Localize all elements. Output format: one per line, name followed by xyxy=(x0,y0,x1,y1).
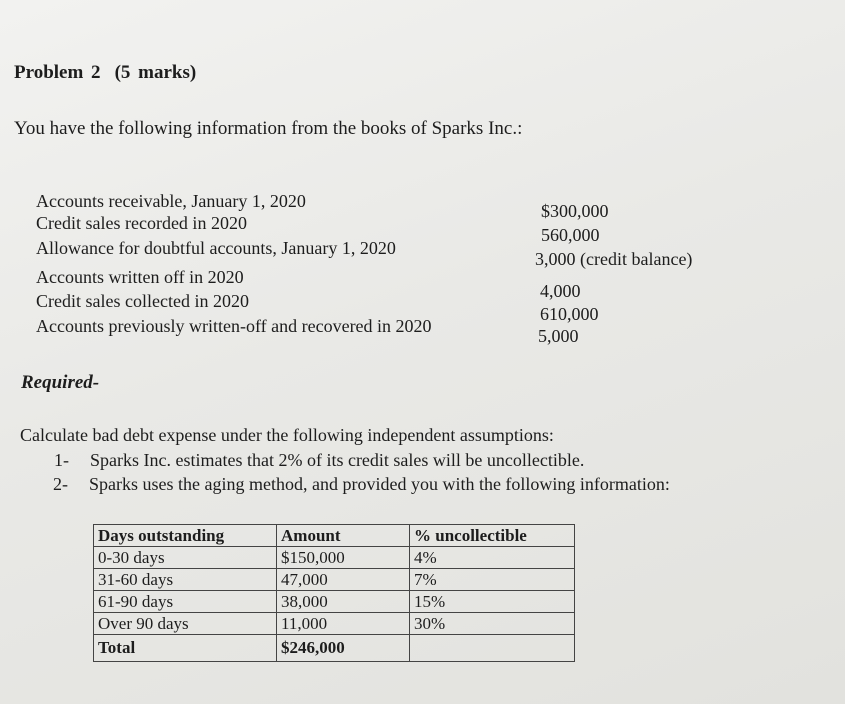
cell-percent: 30% xyxy=(410,613,575,635)
table-header-row xyxy=(94,525,575,547)
total-amount: $246,000 xyxy=(277,635,410,662)
total-percent-empty xyxy=(410,635,575,662)
info-value-collected: 610,000 xyxy=(540,304,599,324)
cell-amount: 38,000 xyxy=(277,591,410,613)
cell-days: 31-60 days xyxy=(94,569,277,591)
table-row xyxy=(94,547,575,569)
cell-percent: 15% xyxy=(410,591,575,613)
problem-heading xyxy=(14,62,196,84)
header-percent-uncollectible: % uncollectible xyxy=(410,525,575,547)
cell-percent: 7% xyxy=(410,569,575,591)
header-amount: Amount xyxy=(277,525,410,547)
cell-amount: 11,000 xyxy=(277,613,410,635)
cell-days: 61-90 days xyxy=(94,591,277,613)
info-label-recovered: Accounts previously written-off and recovered in 2020 xyxy=(36,316,432,336)
cell-amount: $150,000 xyxy=(277,547,410,569)
table-row xyxy=(94,591,575,613)
info-label-accounts-receivable: Accounts receivable, January 1, 2020 xyxy=(36,191,306,211)
total-label: Total xyxy=(94,635,277,662)
required-heading: Required- xyxy=(21,372,100,393)
info-label-written-off: Accounts written off in 2020 xyxy=(36,267,244,287)
cell-days: 0-30 days xyxy=(94,547,277,569)
problem-title: Problem 2 xyxy=(14,62,101,83)
intro-text: You have the following information from the books of Sparks Inc.: xyxy=(14,118,523,139)
aging-table xyxy=(93,524,575,662)
assumption-1 xyxy=(54,450,584,471)
assumption-2 xyxy=(53,474,670,495)
table-total-row xyxy=(94,635,575,662)
table-row xyxy=(94,613,575,635)
instruction-text: Calculate bad debt expense under the following independent assumptions: xyxy=(20,425,554,445)
info-label-collected: Credit sales collected in 2020 xyxy=(36,291,249,311)
problem-marks: (5 marks) xyxy=(114,62,197,83)
info-value-credit-sales: 560,000 xyxy=(541,225,600,245)
info-value-allowance: 3,000 (credit balance) xyxy=(535,249,693,269)
info-label-allowance: Allowance for doubtful accounts, January 1, 2020 xyxy=(36,238,396,258)
cell-percent: 4% xyxy=(410,547,575,569)
table-row xyxy=(94,569,575,591)
cell-amount: 47,000 xyxy=(277,569,410,591)
assumption-number: 2- xyxy=(53,474,68,494)
info-label-credit-sales: Credit sales recorded in 2020 xyxy=(36,213,247,233)
assumption-number: 1- xyxy=(54,450,69,470)
assumption-text: Sparks Inc. estimates that 2% of its credit sales will be uncollectible. xyxy=(90,450,585,470)
assumption-text: Sparks uses the aging method, and provided you with the following information: xyxy=(89,474,670,494)
info-value-accounts-receivable: $300,000 xyxy=(541,201,609,221)
cell-days: Over 90 days xyxy=(94,613,277,635)
header-days-outstanding: Days outstanding xyxy=(94,525,277,547)
info-value-written-off: 4,000 xyxy=(540,281,581,301)
info-value-recovered: 5,000 xyxy=(538,326,579,346)
